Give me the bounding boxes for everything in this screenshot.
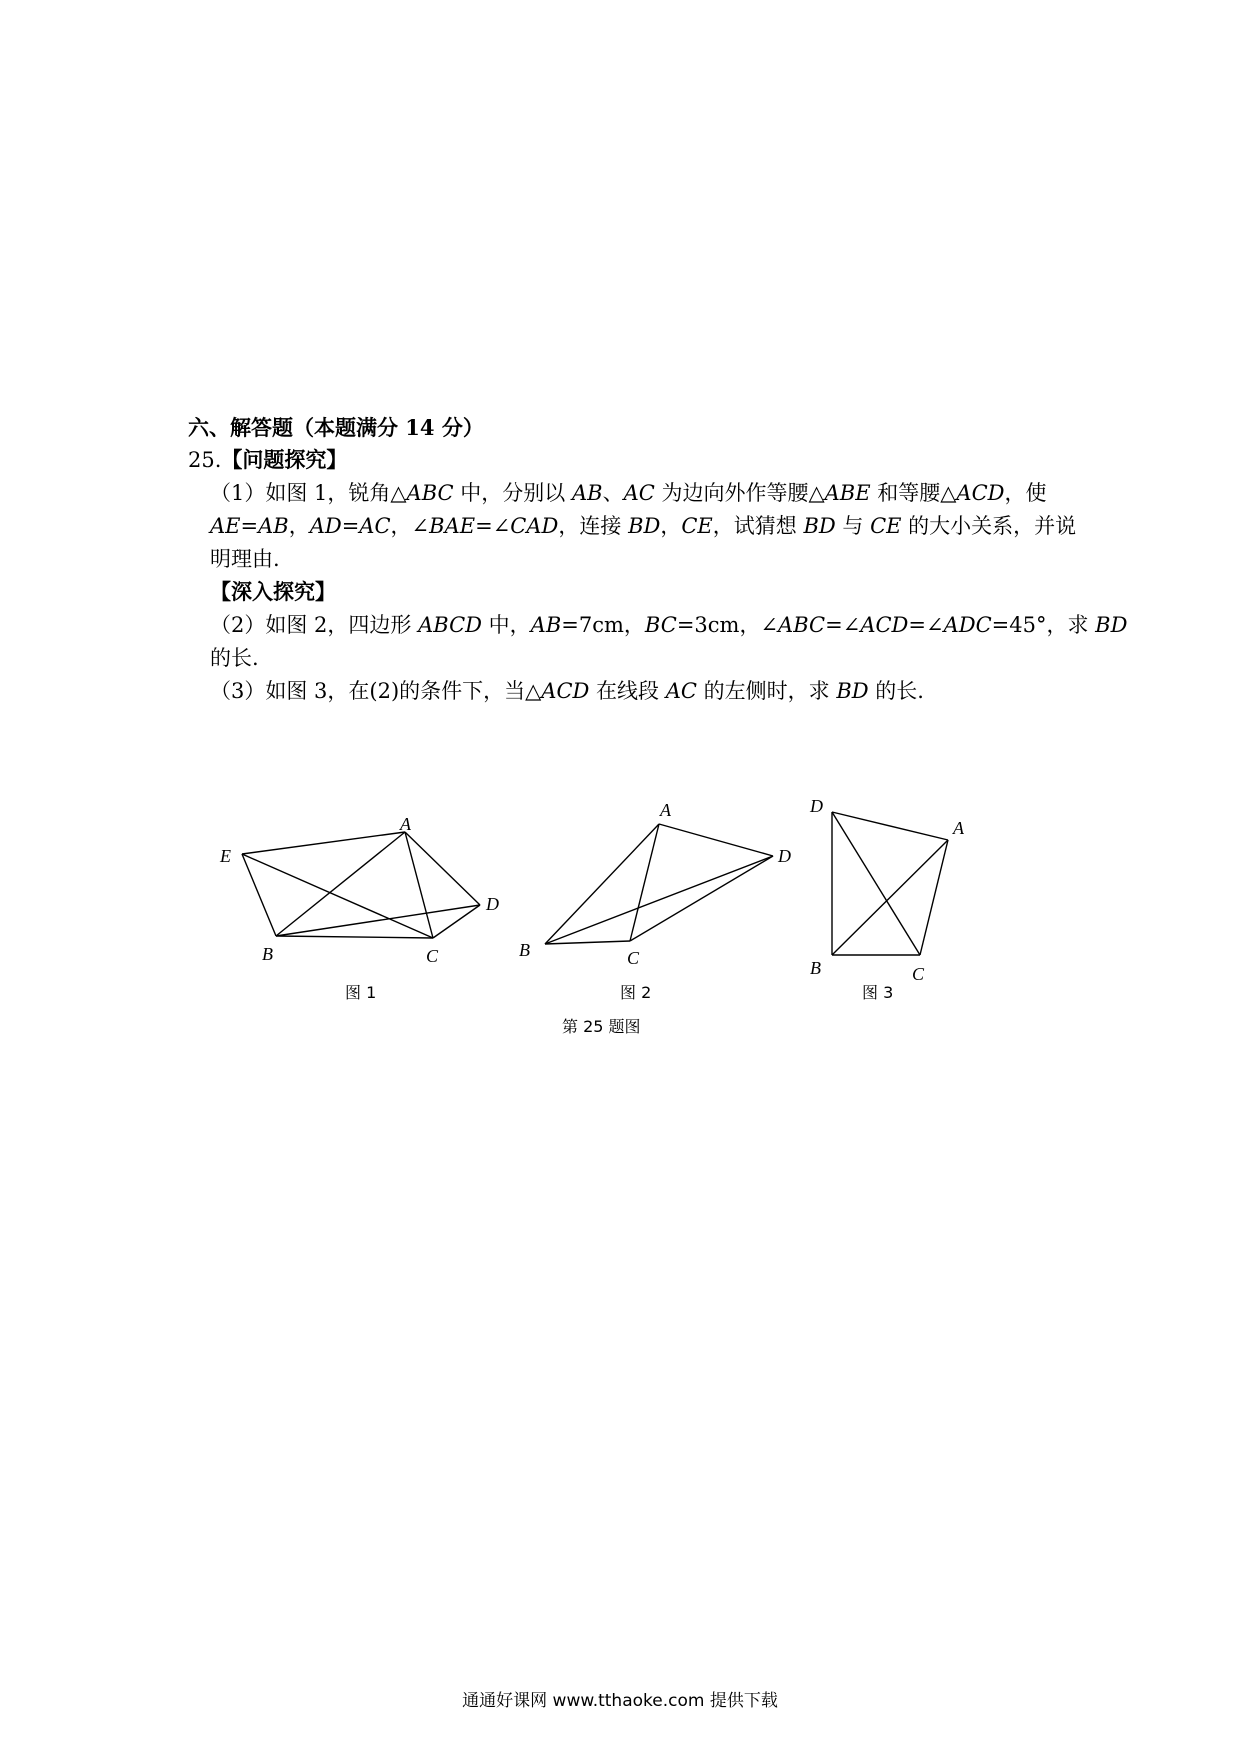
- fig3-segment-DA: [832, 812, 948, 840]
- figure-3: [832, 812, 948, 955]
- q1-line-2: AE=AB，AD=AC，∠BAE=∠CAD，连接 BD，CE，试猜想 BD 与 CE 的大小关系，并说: [210, 514, 1077, 538]
- fig2-segment-CD: [630, 856, 773, 941]
- fig1-segment-CE: [242, 854, 433, 938]
- fig1-segment-BD: [276, 905, 480, 936]
- problem-number: 25.: [188, 448, 222, 472]
- fig1-label-C: C: [426, 946, 439, 966]
- fig2-segment-BC: [545, 941, 630, 944]
- fig2-caption: 图 2: [620, 983, 652, 1002]
- fig3-label-A: A: [953, 818, 964, 838]
- fig1-caption: 图 1: [345, 983, 377, 1002]
- fig1-label-A: A: [400, 814, 411, 834]
- part-b-title: 【深入探究】: [210, 579, 336, 604]
- fig2-segment-AD: [659, 824, 773, 856]
- fig2-segment-BD: [545, 856, 773, 944]
- fig2-segment-AC: [630, 824, 659, 941]
- fig1-label-D: D: [486, 894, 499, 914]
- fig1-segment-EA: [242, 832, 405, 854]
- fig1-segment-AB: [276, 832, 405, 936]
- fig1-segment-BC: [276, 936, 433, 938]
- fig3-label-C: C: [912, 964, 925, 984]
- q1-line-3: 明理由.: [210, 547, 280, 571]
- part-a-title: 【问题探究】: [221, 447, 348, 472]
- q3-line-1: （3）如图 3，在(2)的条件下，当△ACD 在线段 AC 的左侧时，求 BD 的长.: [210, 679, 924, 703]
- fig1-label-B: B: [262, 944, 273, 964]
- fig3-segment-DC: [832, 812, 920, 955]
- q1-line-1: （1）如图 1，锐角△ABC 中，分别以 AB、AC 为边向外作等腰△ABE 和等腰△ACD，使: [210, 481, 1047, 505]
- q2-line-1: （2）如图 2，四边形 ABCD 中，AB=7cm，BC=3cm，∠ABC=∠ACD=∠ADC=45°，求 BD: [210, 613, 1128, 637]
- fig1-segment-AC: [405, 832, 433, 938]
- fig2-label-C: C: [627, 948, 640, 968]
- fig3-caption: 图 3: [862, 983, 894, 1002]
- fig3-label-B: B: [810, 958, 821, 978]
- fig3-segment-AB: [832, 840, 948, 955]
- section-heading: 六、解答题（本题满分 14 分）: [188, 415, 484, 440]
- fig2-label-B: B: [519, 940, 530, 960]
- figure-2: [545, 824, 773, 944]
- page-footer: 通通好课网 www.tthaoke.com 提供下载: [462, 1691, 778, 1711]
- fig2-label-A: A: [660, 800, 671, 820]
- fig2-segment-AB: [545, 824, 659, 944]
- fig2-label-D: D: [778, 846, 791, 866]
- fig1-label-E: E: [220, 846, 231, 866]
- figures-overall-caption: 第 25 题图: [562, 1017, 641, 1036]
- fig3-label-D: D: [810, 796, 823, 816]
- fig3-segment-AC: [920, 840, 948, 955]
- figure-1: [242, 832, 480, 938]
- fig1-segment-CD: [433, 905, 480, 938]
- fig1-segment-AD: [405, 832, 480, 905]
- q2-line-2: 的长.: [210, 646, 259, 670]
